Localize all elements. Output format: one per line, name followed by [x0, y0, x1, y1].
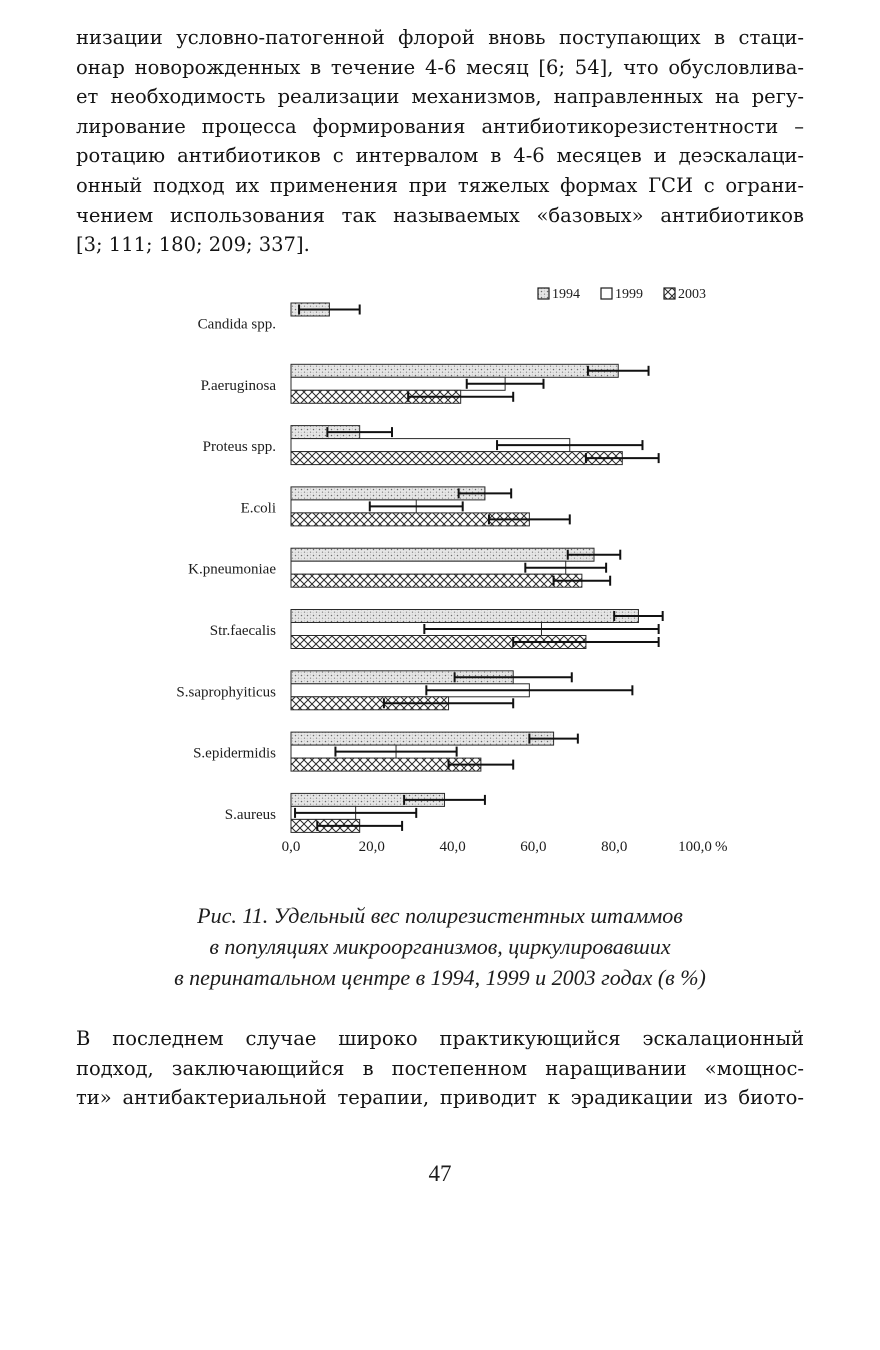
top-paragraph: [76, 23, 804, 260]
text-line: [3; 111; 180; 209; 337].: [76, 233, 310, 257]
caption-line: в популяциях микроорганизмов, циркулировавших: [209, 934, 671, 959]
caption-line: Рис. 11. Удельный вес полирезистентных штаммов: [197, 903, 683, 928]
category-label: Str.faecalis: [209, 623, 276, 639]
caption-line: в перинатальном центре в 1994, 1999 и 2003 годах (в %): [174, 965, 706, 990]
legend-label: 1994: [552, 287, 580, 302]
category-label: E.coli: [240, 500, 276, 517]
x-tick-label: 40,0: [439, 839, 466, 855]
text-line: подход, заключающийся в постепенном наращивании «мощнос-: [76, 1056, 804, 1080]
category-label: Proteus spp.: [202, 439, 276, 456]
bar: [291, 548, 594, 561]
bar: [291, 610, 638, 623]
bar: [291, 732, 554, 745]
legend-label: 1999: [615, 287, 643, 302]
bar: [291, 452, 622, 465]
bar: [291, 574, 582, 587]
text-line: ротацию антибиотиков с интервалом в 4-6 месяцев и деэскалаци-: [76, 144, 804, 168]
text-line: ет необходимость реализации механизмов, направленных на регу-: [76, 85, 804, 109]
x-tick-label: 20,0: [358, 839, 385, 855]
x-tick-label: 60,0: [520, 839, 547, 855]
text-line: лирование процесса формирования антибиотикорезистентности –: [76, 114, 804, 138]
bar: [291, 487, 485, 500]
legend-label: 2003: [678, 287, 706, 302]
x-tick-label: 100,0: [678, 839, 712, 855]
bar-chart: [0, 272, 880, 892]
x-tick-label: 0,0: [281, 839, 301, 855]
category-label: S.saprophyiticus: [176, 684, 276, 701]
x-axis-ticks: [282, 839, 728, 855]
text-line: онный подход их применения при тяжелых формах ГСИ с ограни-: [76, 173, 804, 197]
legend-swatch: [664, 288, 675, 299]
text-line: онар новорожденных в течение 4-6 месяц [6; 54], что обусловлива-: [76, 55, 804, 79]
y-axis-labels: [176, 317, 276, 823]
page-number: 47: [428, 1161, 452, 1186]
text-line: В последнем случае широко практикующийся эскалационный: [76, 1027, 804, 1050]
text-line: чением использования так называемых «базовых» антибиотиков: [76, 203, 804, 227]
category-label: S.aureus: [224, 806, 276, 823]
category-label: P.aeruginosa: [200, 377, 276, 394]
text-line: ти» антибактериальной терапии, приводит к эрадикации из биото-: [76, 1086, 804, 1110]
category-label: S.epidermidis: [193, 745, 276, 762]
figure-caption: [0, 900, 880, 993]
category-label: Candida spp.: [197, 316, 276, 333]
legend-swatch: [538, 288, 549, 299]
text-line: низации условно-патогенной флорой вновь поступающих в стаци-: [76, 26, 804, 49]
legend-swatch: [601, 288, 612, 299]
bottom-paragraph: [76, 1024, 804, 1113]
x-unit-label: %: [715, 839, 728, 855]
legend: [538, 287, 706, 302]
x-tick-label: 80,0: [601, 839, 628, 855]
category-label: K.pneumoniae: [188, 561, 276, 578]
bar: [291, 364, 618, 377]
